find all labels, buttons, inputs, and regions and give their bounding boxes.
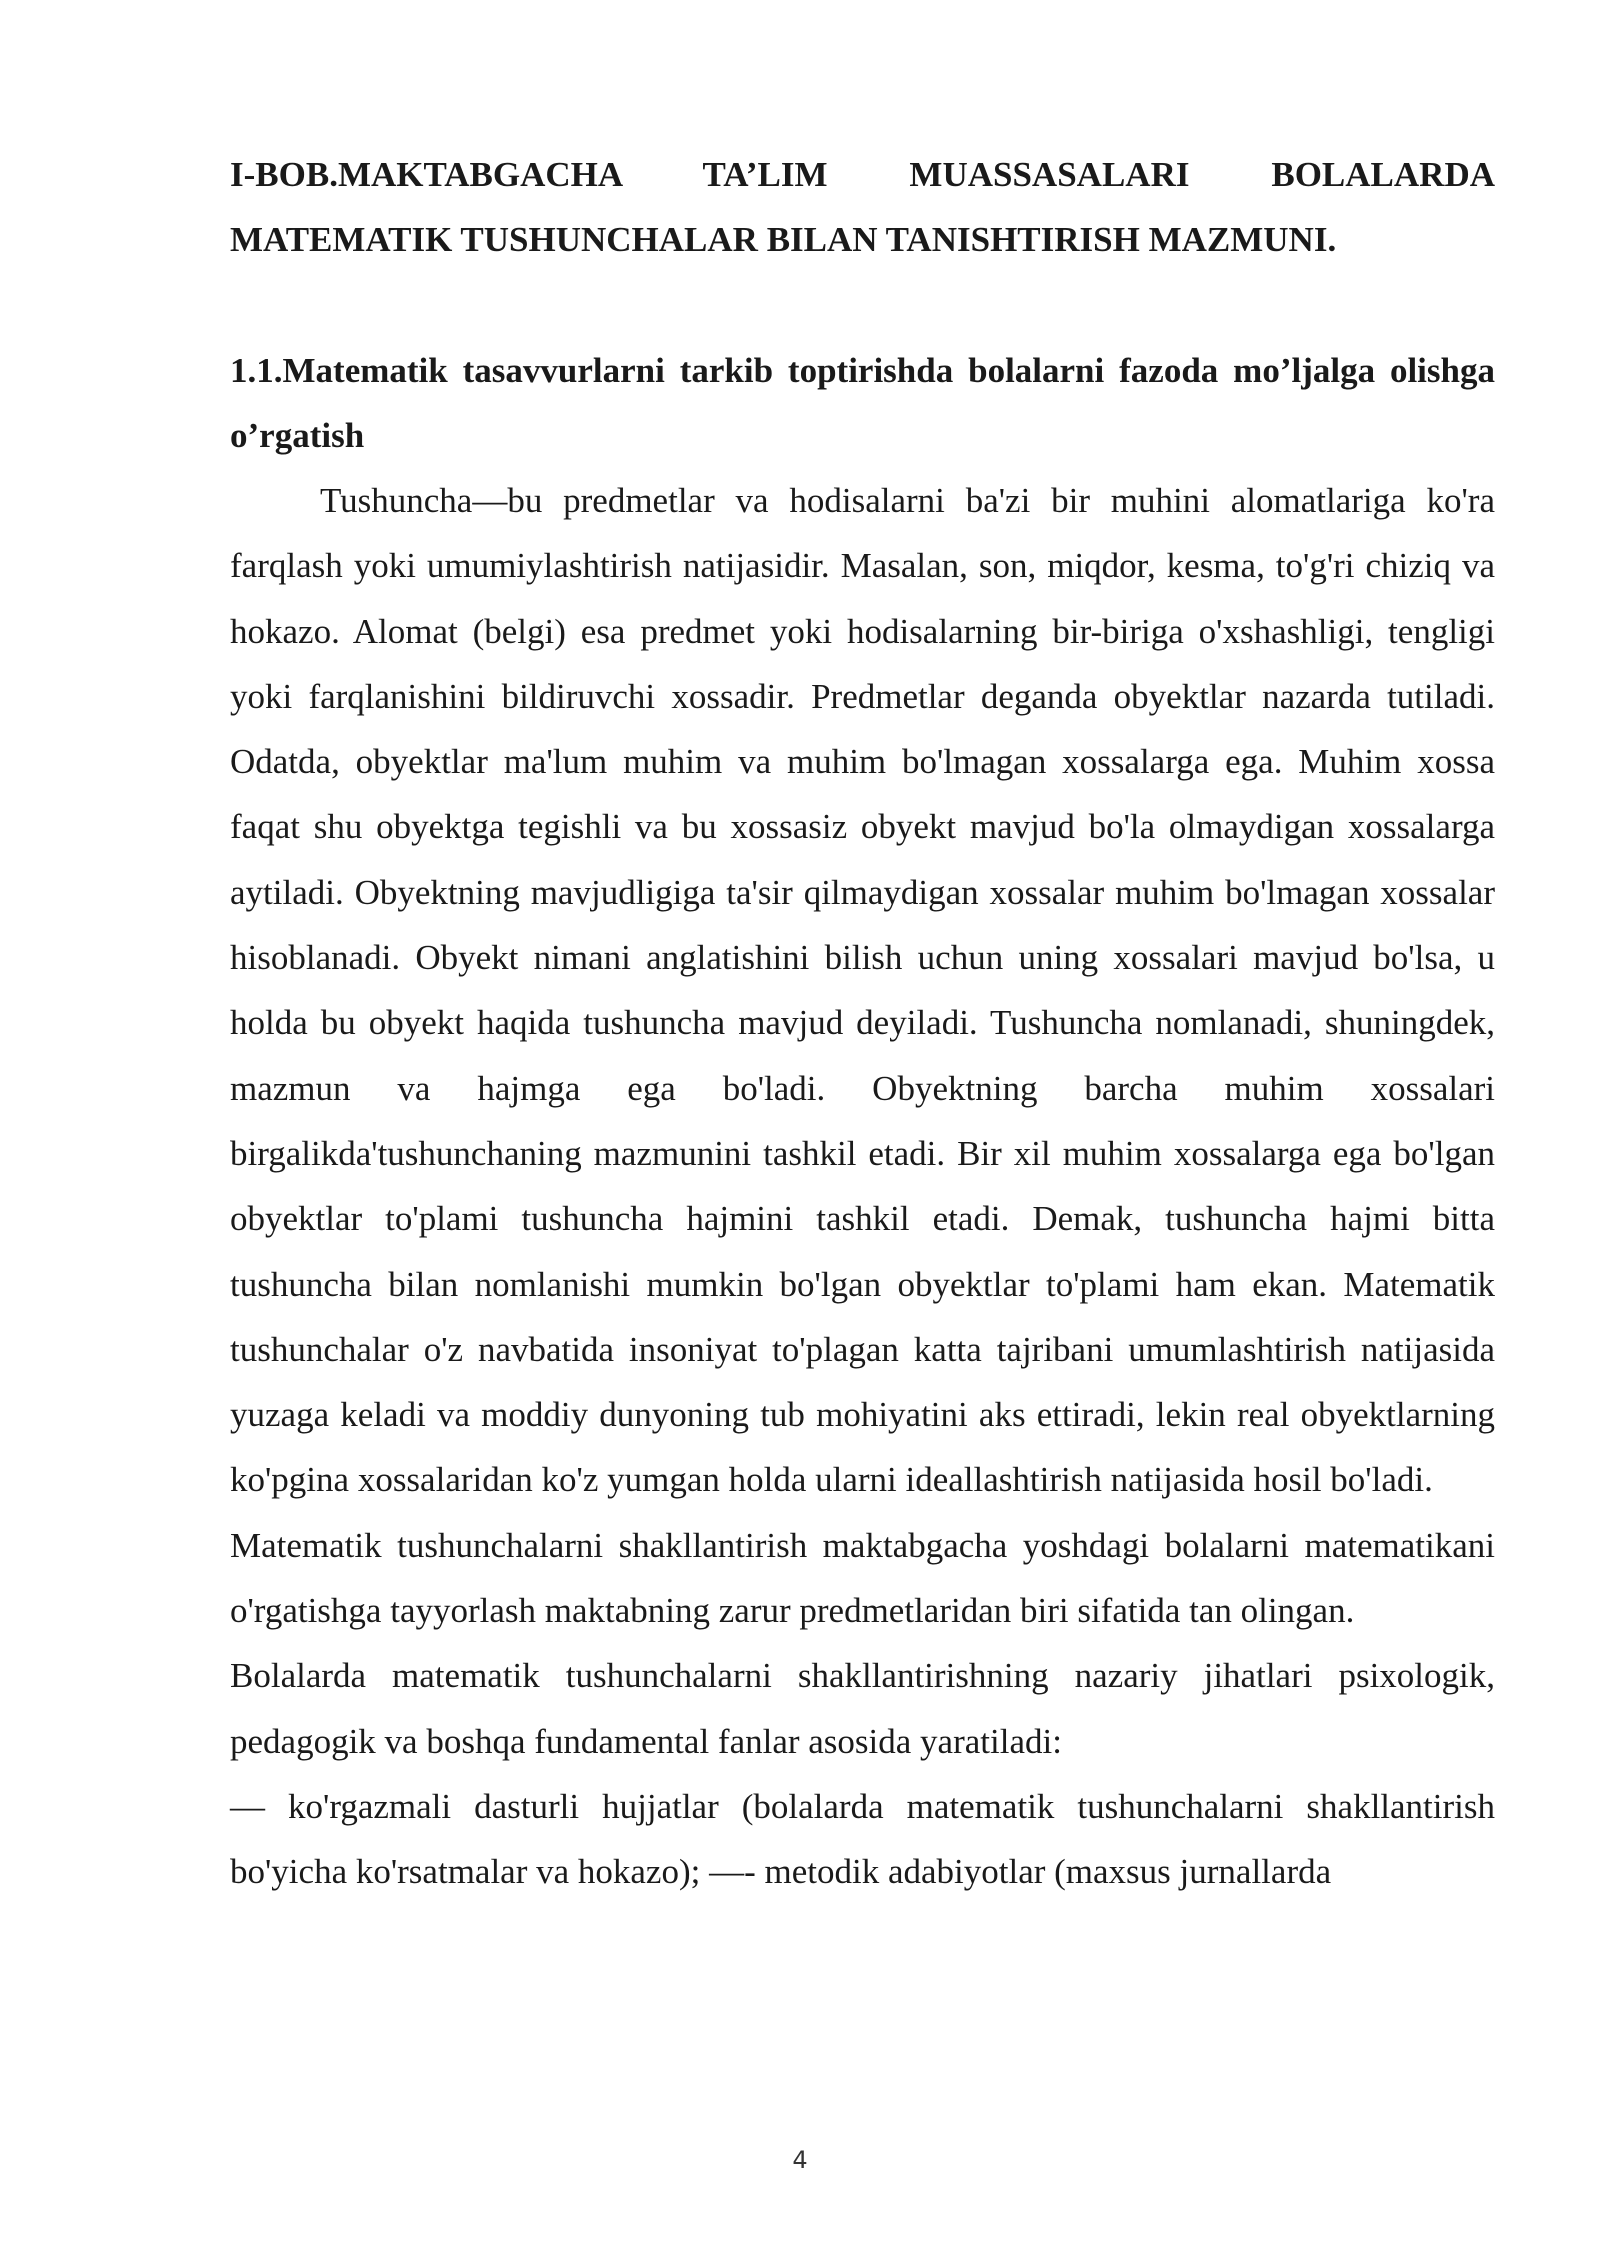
document-page: [230, 142, 1495, 1905]
body-paragraph-4: — ko'rgazmali dasturli hujjatlar (bolalarda matematik tushunchalarni shakllantirish bo'yicha ko'rsatmalar va hokazo); —- metodik adabiyotlar (maxsus jurnallarda: [230, 1786, 1495, 1892]
body-paragraph-2: Matematik tushunchalarni shakllantirish maktabgacha yoshdagi bolalarni matematikani o'rgatishga tayyorlash maktabning zarur predmetlaridan biri sifatida tan olingan.: [230, 1525, 1495, 1631]
chapter-title-line-2: MATEMATIK TUSHUNCHALAR BILAN TANISHTIRISH MAZMUNI.: [230, 220, 1337, 259]
section-title: 1.1.Matematik tasavvurlarni tarkib toptirishda bolalarni fazoda mo’ljalga olishga o’rgatish: [230, 351, 1495, 455]
chapter-title: [230, 142, 1495, 272]
body-paragraph-1: Tushuncha—bu predmetlar va hodisalarni ba'zi bir muhini alomatlariga ko'ra farqlash yoki umumiylashtirish natijasidir. Masalan, son, miqdor, kesma, to'g'ri chiziq va hokazo. Alomat (belgi) esa predmet yoki hodisalarning bir-biriga o'xshashligi, tengligi yoki farqlanishini bildiruvchi xossadir. Predmetlar deganda obyektlar nazarda tutiladi. Odatda, obyektlar ma'lum muhim va muhim bo'lmagan xossalarga ega. Muhim xossa faqat shu obyektga tegishli va bu xossasiz obyekt mavjud bo'la olmaydigan xossalarga aytiladi. Obyektning mavjudligiga ta'sir qilmaydigan xossalar muhim bo'lmagan xossalar hisoblanadi. Obyekt nimani anglatishini bilish uchun uning xossalari mavjud bo'lsa, u holda bu obyekt haqida tushuncha mavjud deyiladi. Tushuncha nomlanadi, shuningdek, mazmun va hajmga ega bo'ladi. Obyektning barcha muhim xossalari birgalikda'tushunchaning mazmunini tashkil etadi. Bir xil muhim xossalarga ega bo'lgan obyektlar to'plami tushuncha hajmini tashkil etadi. Demak, tushuncha hajmi bitta tushuncha bilan nomlanishi mumkin bo'lgan obyektlar to'plami ham ekan. Matematik tushunchalar o'z navbatida insoniyat to'plagan katta tajribani umumlashtirish natijasida yuzaga keladi va moddiy dunyoning tub mohiyatini aks ettiradi, lekin real obyektlarning ko'pgina xossalaridan ko'z yumgan holda ularni ideallashtirish natijasida hosil bo'ladi.: [230, 481, 1495, 1500]
body-paragraph-3: Bolalarda matematik tushunchalarni shakllantirishning nazariy jihatlari psixologik, pedagogik va boshqa fundamental fanlar asosida yaratiladi:: [230, 1656, 1495, 1761]
chapter-title-line-1: I-BOB.MAKTABGACHA TA’LIM MUASSASALARI BOLALARDA: [230, 155, 1495, 194]
page-number: 4: [792, 2146, 808, 2174]
